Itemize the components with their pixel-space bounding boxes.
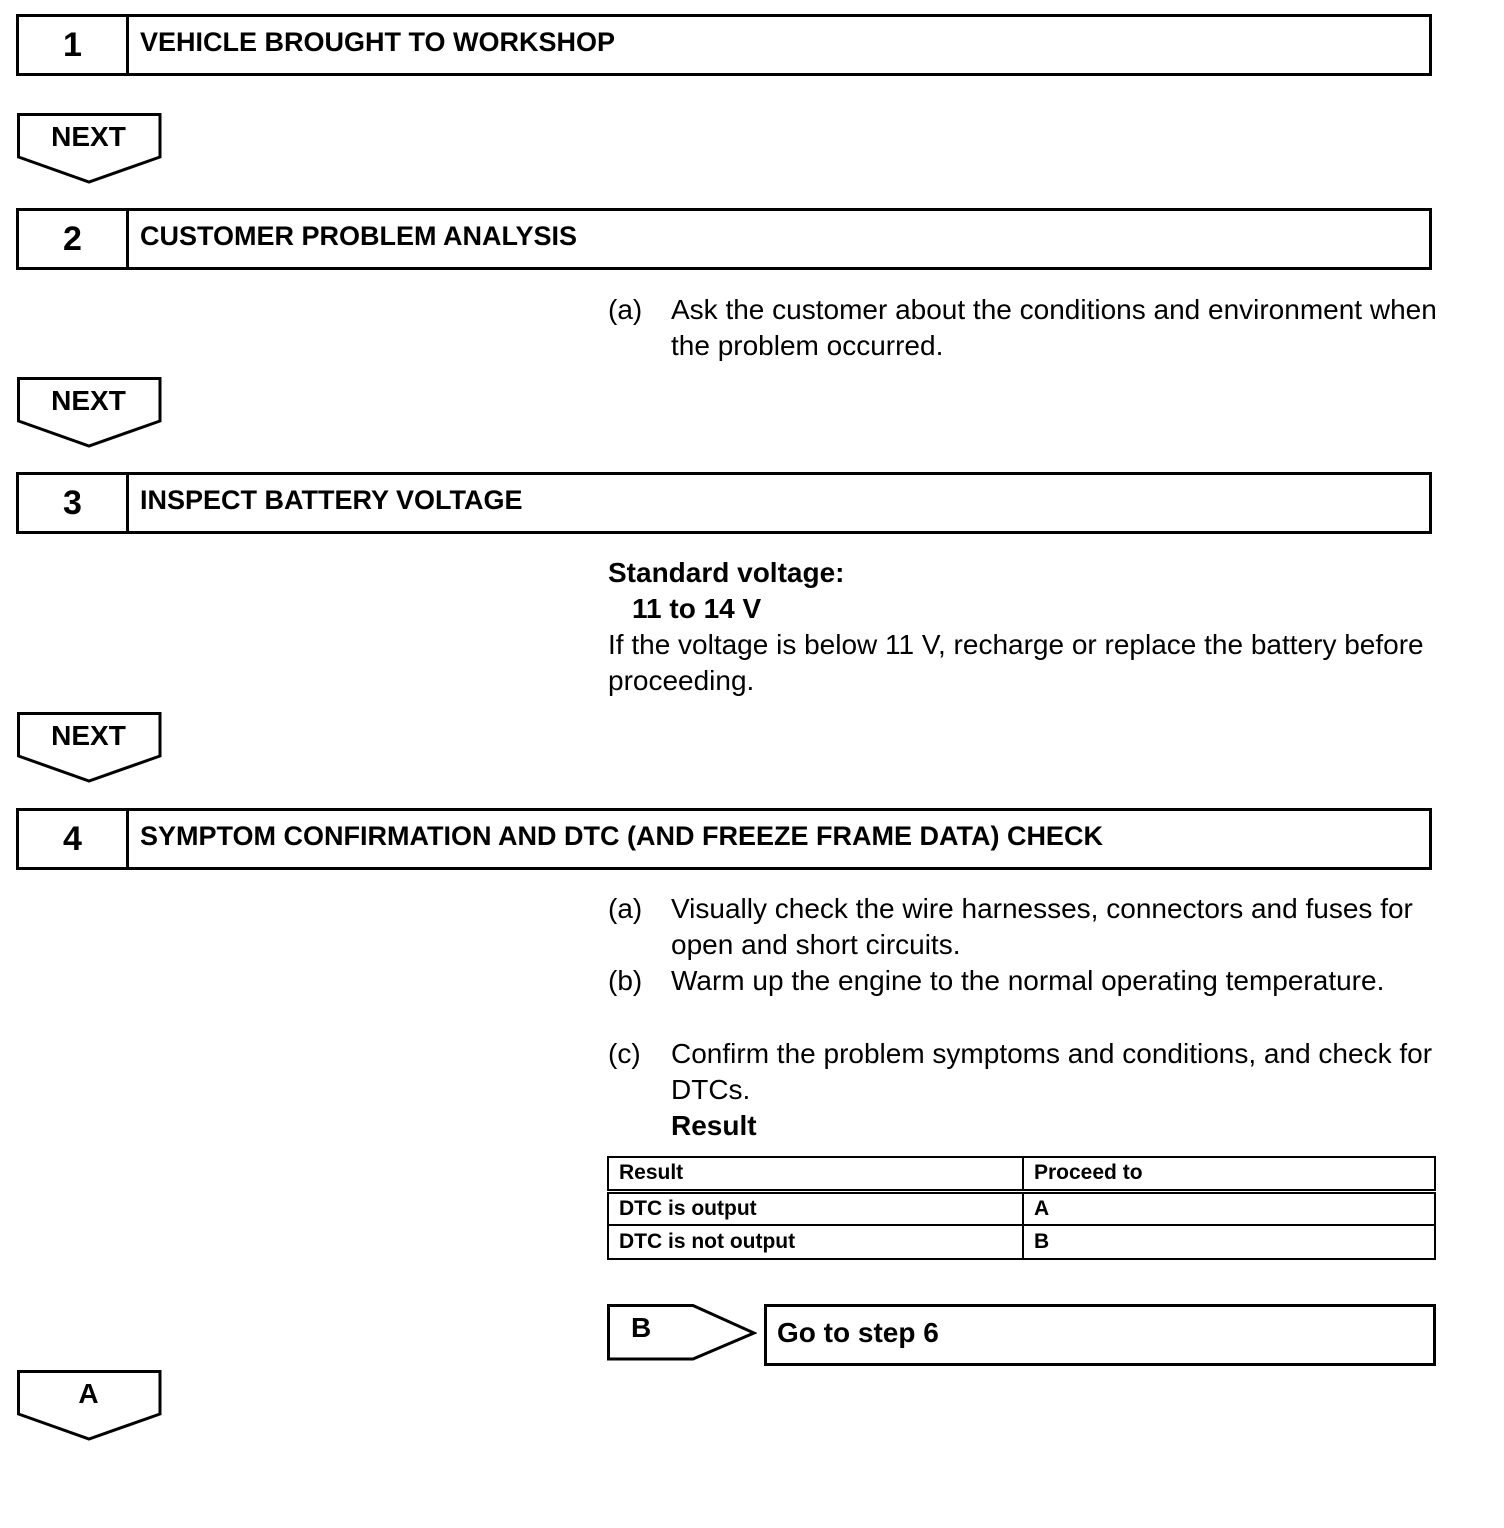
- table-cell: B: [1023, 1225, 1435, 1259]
- next-label: NEXT: [51, 720, 126, 751]
- table-cell: DTC is not output: [608, 1225, 1023, 1259]
- step-3-header: [16, 472, 1432, 534]
- item-text: Visually check the wire harnesses, connectors and fuses for open and short circuits.: [671, 893, 1413, 960]
- spec-value: 11 to 14 V: [632, 593, 762, 624]
- table-cell: DTC is output: [608, 1191, 1023, 1225]
- result-table: [607, 1156, 1436, 1260]
- item-label: (b): [608, 965, 643, 996]
- step-1-header: [16, 14, 1432, 76]
- item-text: Confirm the problem symptoms and conditions, and check for DTCs.: [671, 1038, 1433, 1105]
- right-arrow-icon: [607, 1304, 757, 1362]
- step-title: CUSTOMER PROBLEM ANALYSIS: [140, 220, 578, 251]
- step-2-header: [16, 208, 1432, 270]
- table-row: [608, 1191, 1435, 1225]
- step-number: 2: [19, 211, 129, 267]
- next-arrow-1: [17, 113, 163, 185]
- next-arrow-3: [17, 712, 163, 784]
- step-number: 3: [19, 475, 129, 531]
- step-title: VEHICLE BROUGHT TO WORKSHOP: [140, 26, 616, 57]
- branch-a-arrow: [17, 1370, 163, 1442]
- next-arrow-2: [17, 377, 163, 449]
- item-text: Warm up the engine to the normal operating temperature.: [671, 965, 1385, 996]
- item-text: Ask the customer about the conditions and environment when the problem occurred.: [671, 294, 1437, 361]
- next-label: NEXT: [51, 121, 126, 152]
- next-label: NEXT: [51, 385, 126, 416]
- step-number: 1: [19, 17, 129, 73]
- table-cell: A: [1023, 1191, 1435, 1225]
- step-4-header: [16, 808, 1432, 870]
- table-header-cell: Result: [608, 1157, 1023, 1191]
- step-title: SYMPTOM CONFIRMATION AND DTC (AND FREEZE FRAME DATA) CHECK: [140, 820, 1103, 851]
- table-row: [608, 1225, 1435, 1259]
- item-label: (a): [608, 294, 643, 325]
- step-title: INSPECT BATTERY VOLTAGE: [140, 484, 523, 515]
- branch-b-arrow: [607, 1304, 757, 1362]
- table-header-row: [608, 1157, 1435, 1191]
- step-number: 4: [19, 811, 129, 867]
- spec-label: Standard voltage:: [608, 557, 845, 588]
- go-to-step-6-box: Go to step 6: [764, 1304, 1436, 1366]
- branch-a-label: A: [78, 1378, 99, 1409]
- branch-b-label: B: [631, 1312, 652, 1343]
- table-header-cell: Proceed to: [1023, 1157, 1435, 1191]
- battery-note: If the voltage is below 11 V, recharge or replace the battery before proceeding.: [608, 629, 1424, 696]
- item-label: (c): [608, 1038, 641, 1069]
- result-heading: Result: [671, 1110, 757, 1141]
- item-label: (a): [608, 893, 643, 924]
